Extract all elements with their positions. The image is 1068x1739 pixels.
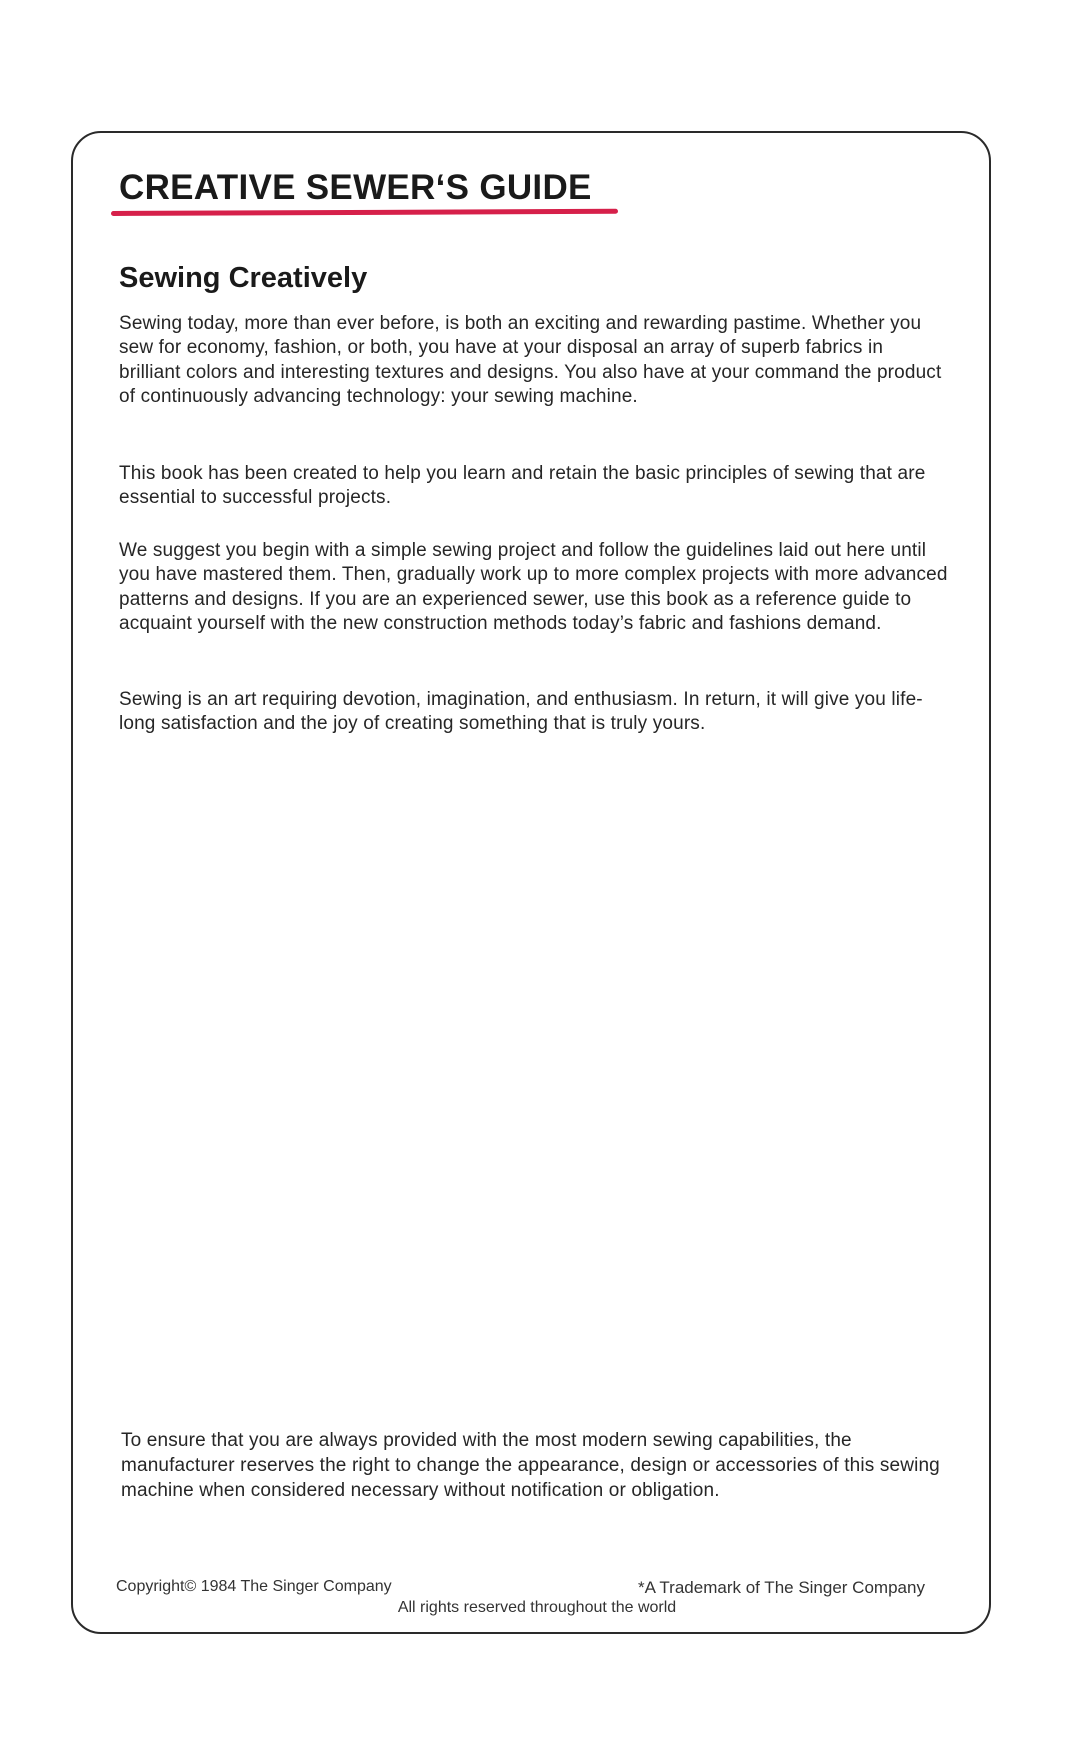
trademark-notice: *A Trademark of The Singer Company xyxy=(638,1578,925,1597)
section-heading: Sewing Creatively xyxy=(119,262,368,294)
paragraph-purpose: This book has been created to help you learn and retain the basic principles of sewing that are essential to successful projects. xyxy=(119,463,926,509)
paragraph-suggestion: We suggest you begin with a simple sewing project and follow the guidelines laid out here until you have mastered them. Then, gradually work up to more complex projects with more advanced patterns and designs. If you are an experienced sewer, use this book as a reference guide to acquaint yourself with the new construction methods today’s fabric and fashions demand. xyxy=(119,540,948,634)
copyright-notice: Copyright© 1984 The Singer Company xyxy=(116,1578,392,1595)
manufacturer-notice: To ensure that you are always provided with the most modern sewing capabilities, the manufacturer reserves the right to change the appearance, design or accessories of this sewing machine when considered necessary without notification or obligation. xyxy=(121,1430,940,1501)
guide-title: CREATIVE SEWER‘S GUIDE xyxy=(119,168,592,207)
paragraph-closing: Sewing is an art requiring devotion, imagination, and enthusiasm. In return, it will give you life-long satisfaction and the joy of creating something that is truly yours. xyxy=(119,689,923,735)
rights-notice: All rights reserved throughout the world xyxy=(397,1599,677,1616)
paragraph-intro: Sewing today, more than ever before, is both an exciting and rewarding pastime. Whether you sew for economy, fashion, or both, you have at your disposal an array of superb fabrics in brilliant colors and interesting textures and designs. You also have at your command the product of continuously advancing technology: your sewing machine. xyxy=(119,313,942,407)
